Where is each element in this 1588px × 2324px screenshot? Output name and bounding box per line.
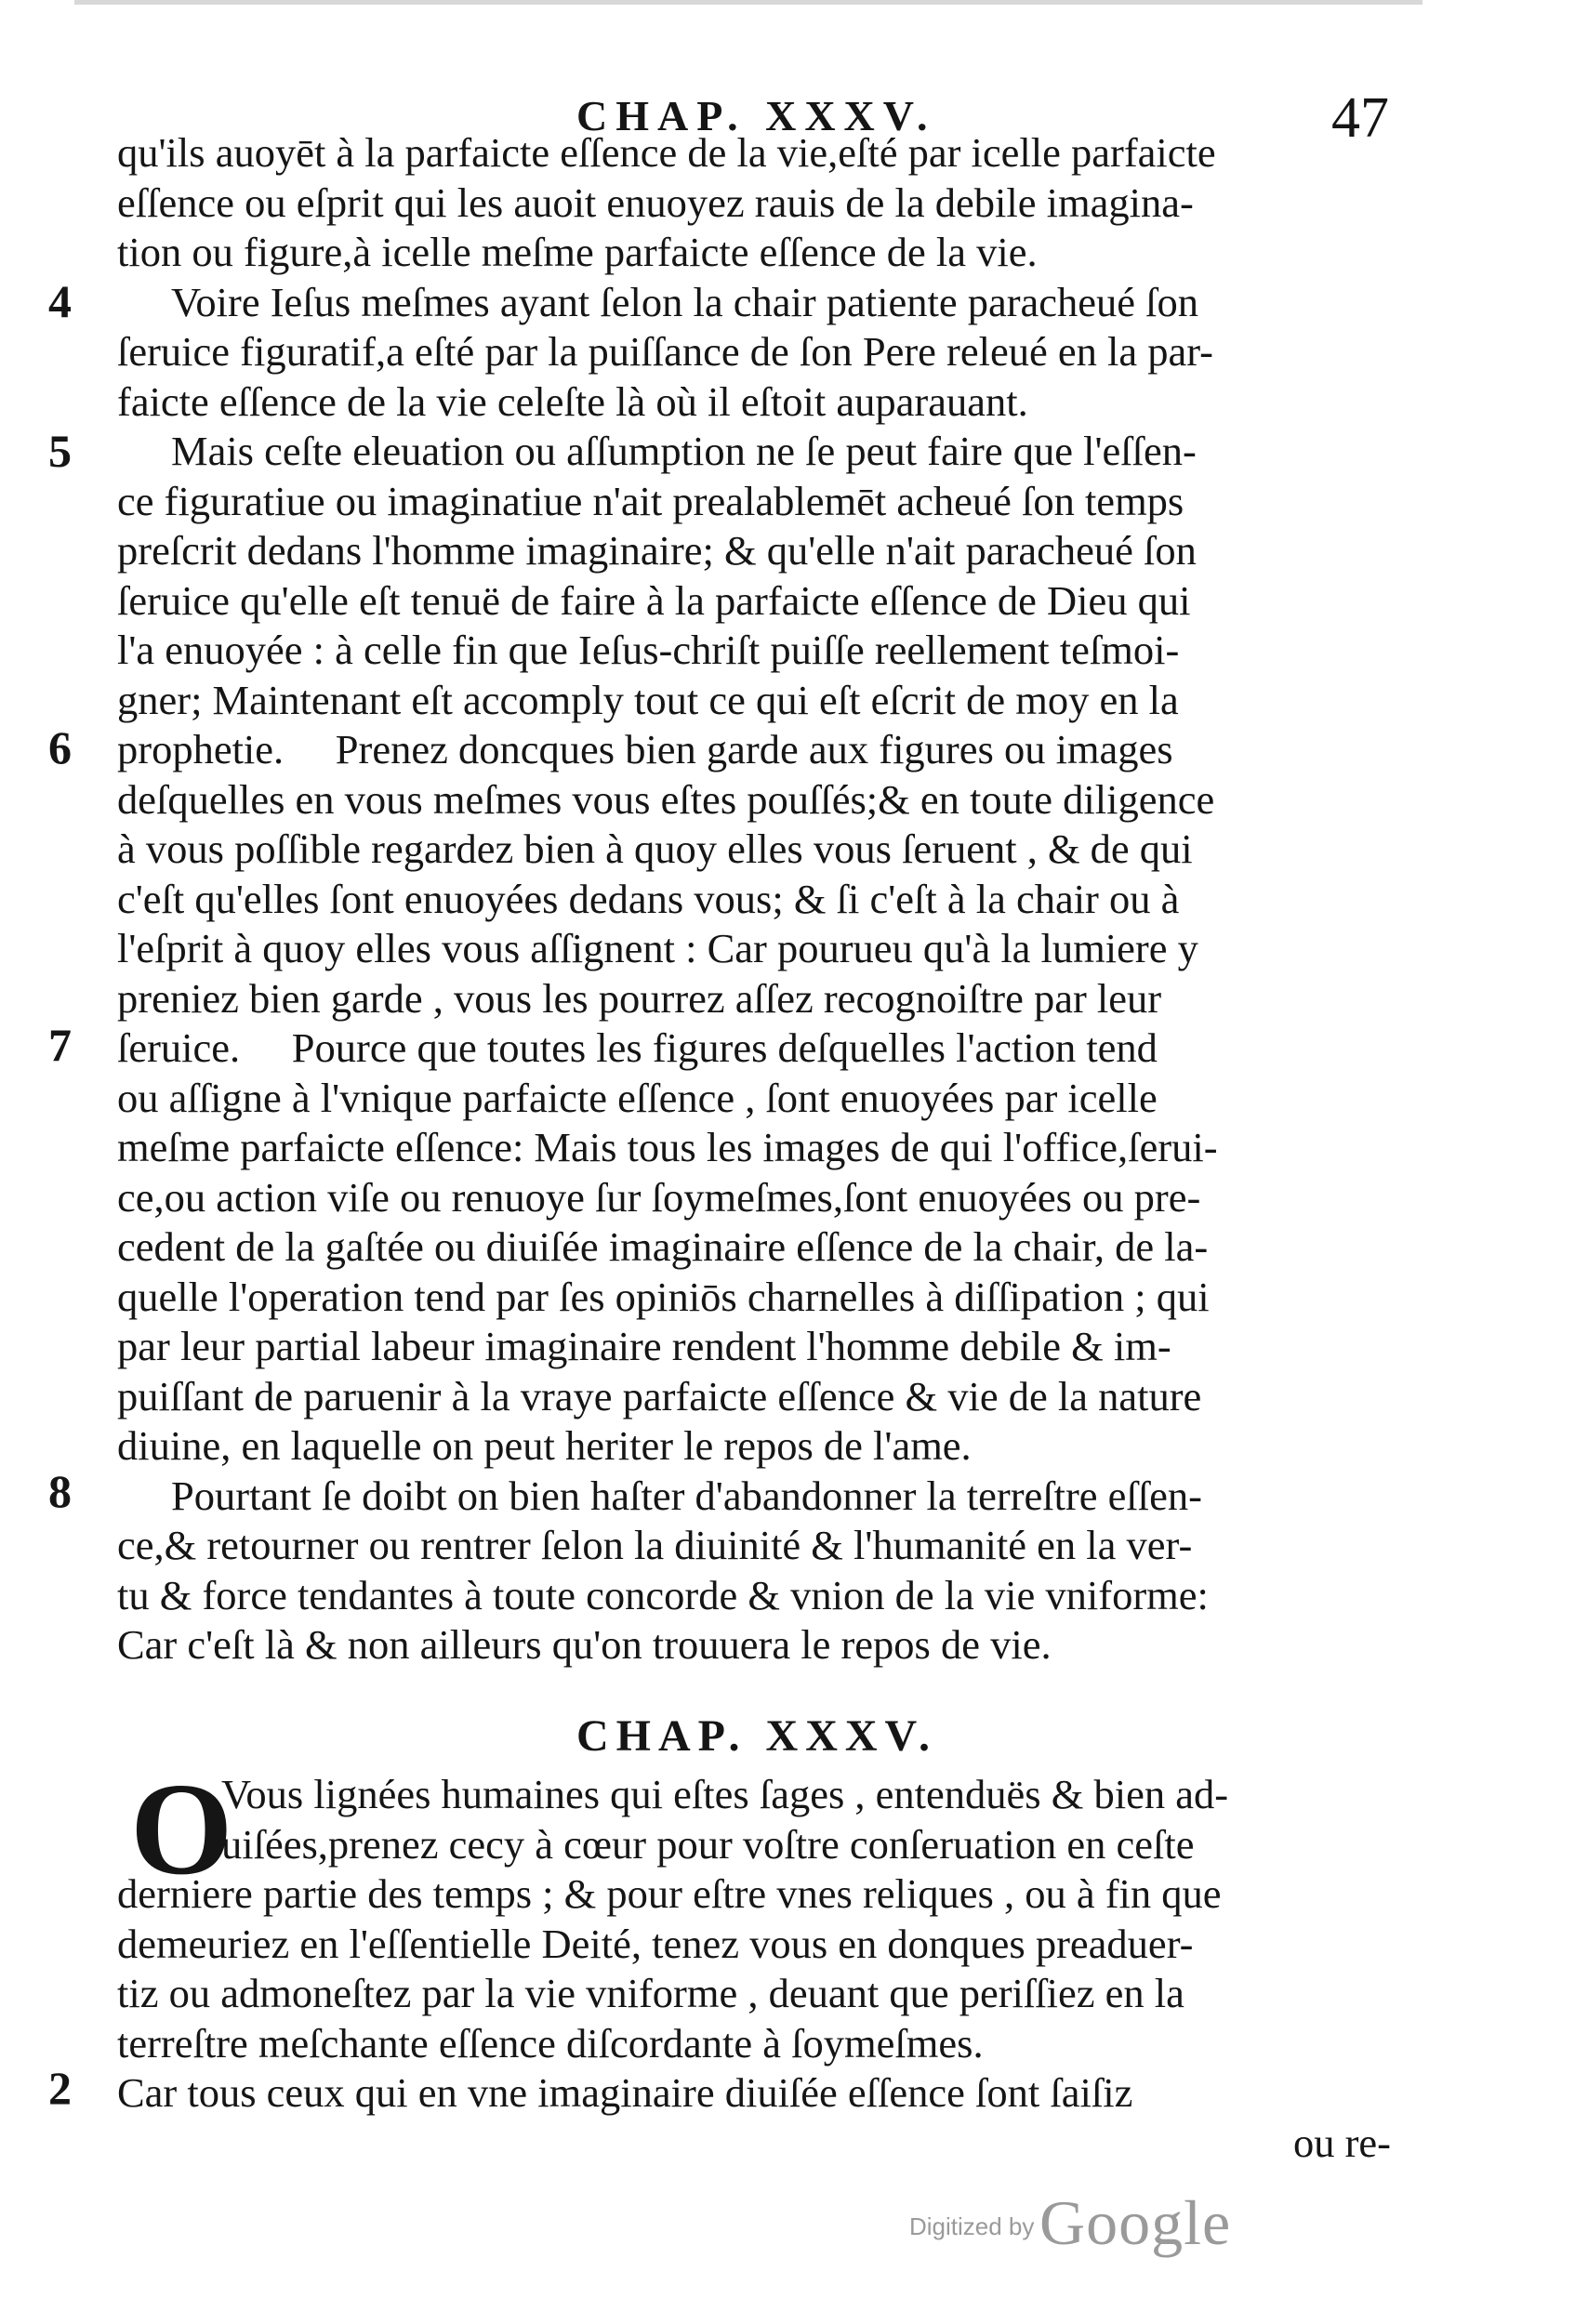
text-line: l'a enuoyée : à celle fin que Ieſus-chriſt puiſſe reellement teſmoi- xyxy=(117,627,1180,673)
chapter-xxxv-text xyxy=(117,1755,1391,2168)
verse-number-6: 6 xyxy=(48,721,72,773)
verse-number-8: 8 xyxy=(48,1465,72,1517)
text-line: faicte eſſence de la vie celeſte là où il eſtoit auparauant. xyxy=(117,377,1028,425)
text-line: tion ou figure,à icelle meſme parfaicte eſſence de la vie. xyxy=(117,229,1038,275)
top-rule xyxy=(74,0,1423,5)
text-line: preſcrit dedans l'homme imaginaire; & qu'elle n'ait paracheué ſon xyxy=(117,527,1197,574)
verse-number-2: 2 xyxy=(48,2062,72,2114)
text-line: ou aſſigne à l'vnique parfaicte eſſence , ſont enuoyées par icelle xyxy=(117,1074,1158,1121)
text-line: l'eſprit à quoy elles vous aſſignent : Car pourueu qu'à la lumiere y xyxy=(117,925,1198,971)
running-head: CHAP. XXXV. xyxy=(576,92,936,139)
text-line: ſeruice qu'elle eſt tenuë de faire à la parfaicte eſſence de Dieu qui xyxy=(117,576,1191,624)
google-watermark xyxy=(909,2186,1300,2261)
text-line: demeuriez en l'eſſentielle Deité, tenez vous en donques preaduer- xyxy=(117,1920,1194,1967)
text-line: puiſſant de paruenir à la vraye parfaicte eſſence & vie de la nature xyxy=(117,1372,1202,1419)
text-line: meſme parfaicte eſſence: Mais tous les images de qui l'office,ſerui- xyxy=(117,1124,1218,1170)
text-line: Car c'eſt là & non ailleurs qu'on trouuera le repos de vie. xyxy=(117,1621,1052,1668)
text-line: tiz ou admoneſtez par la vie vniforme , deuant que periſſiez en la xyxy=(117,1970,1184,2016)
text-line: ce,& retourner ou rentrer ſelon la diuinité & l'humanité en la ver- xyxy=(117,1522,1193,1568)
text-line: Pourtant ſe doibt on bien haſter d'abandonner la terreſtre eſſen- xyxy=(171,1472,1202,1519)
page-number: 47 xyxy=(1331,86,1389,150)
text-line: quelle l'operation tend par ſes opiniōs charnelles à diſſipation ; qui xyxy=(117,1273,1210,1320)
digitized-by-label: Digitized by xyxy=(909,2212,1035,2240)
text-line: ſeruice figuratif,a eſté par la puiſſance de ſon Pere releué en la par- xyxy=(117,328,1213,375)
text-line: preniez bien garde , vous les pourrez aſſez recognoiſtre par leur xyxy=(117,974,1162,1022)
chapter-heading-text: CHAP. XXXV. xyxy=(576,1711,938,1761)
text-line: c'eſt qu'elles ſont enuoyées dedans vous; & ſi c'eſt à la chair ou à xyxy=(117,875,1180,922)
text-line: uiſées,prenez cecy à cœur pour voſtre conſeruation en ceſte xyxy=(221,1820,1195,1868)
verse-number-5: 5 xyxy=(48,425,72,477)
chapter-body-text xyxy=(117,128,1391,1670)
text-line: Vous lignées humaines qui eſtes ſages , entenduës & bien ad- xyxy=(221,1771,1229,1817)
drop-cap: O xyxy=(130,1755,233,1902)
catchword: ou re- xyxy=(1292,2119,1391,2166)
chapter-heading xyxy=(0,1710,1588,1762)
text-line: gner; Maintenant eſt accomply tout ce qui eſt eſcrit de moy en la xyxy=(117,676,1179,723)
text-line: qu'ils auoyēt à la parfaicte eſſence de la vie,eſté par icelle parfaicte xyxy=(117,129,1216,176)
text-line: deſquelles en vous meſmes vous eſtes pouſſés;& en toute diligence xyxy=(117,775,1215,823)
text-line: derniere partie des temps ; & pour eſtre vnes reliques , ou à fin que xyxy=(117,1870,1222,1917)
verse-number-4: 4 xyxy=(48,275,72,327)
text-line: cedent de la gaſtée ou diuiſée imaginaire eſſence de la chair, de la- xyxy=(117,1223,1209,1270)
google-logo: Google xyxy=(1039,2187,1232,2258)
text-line: ſeruice. Pource que toutes les figures deſquelles l'action tend xyxy=(117,1024,1158,1071)
text-line: prophetie. Prenez doncques bien garde aux figures ou images xyxy=(117,726,1173,772)
text-line: Car tous ceux qui en vne imaginaire diuiſée eſſence ſont ſaiſiz xyxy=(117,2069,1133,2116)
text-line: eſſence ou eſprit qui les auoit enuoyez rauis de la debile imagina- xyxy=(117,178,1194,226)
text-line: ce,ou action viſe ou renuoye ſur ſoymeſmes,ſont enuoyées ou pre- xyxy=(117,1173,1201,1221)
text-line: ce figuratiue ou imaginatiue n'ait prealablemēt acheué ſon temps xyxy=(117,477,1184,524)
text-line: par leur partial labeur imaginaire rendent l'homme debile & im- xyxy=(117,1323,1171,1369)
text-line: Voire Ieſus meſmes ayant ſelon la chair patiente paracheué ſon xyxy=(171,278,1199,325)
text-line: Mais ceſte eleuation ou aſſumption ne ſe peut faire que l'eſſen- xyxy=(171,428,1197,474)
verse-number-7: 7 xyxy=(48,1019,72,1071)
text-line: terreſtre meſchante eſſence diſcordante à ſoymeſmes. xyxy=(117,2019,984,2067)
text-line: diuine, en laquelle on peut heriter le repos de l'ame. xyxy=(117,1422,972,1469)
text-line: tu & force tendantes à toute concorde & vnion de la vie vniforme: xyxy=(117,1571,1209,1618)
text-line: à vous poſſible regardez bien à quoy elles vous ſeruent , & de qui xyxy=(117,825,1193,872)
